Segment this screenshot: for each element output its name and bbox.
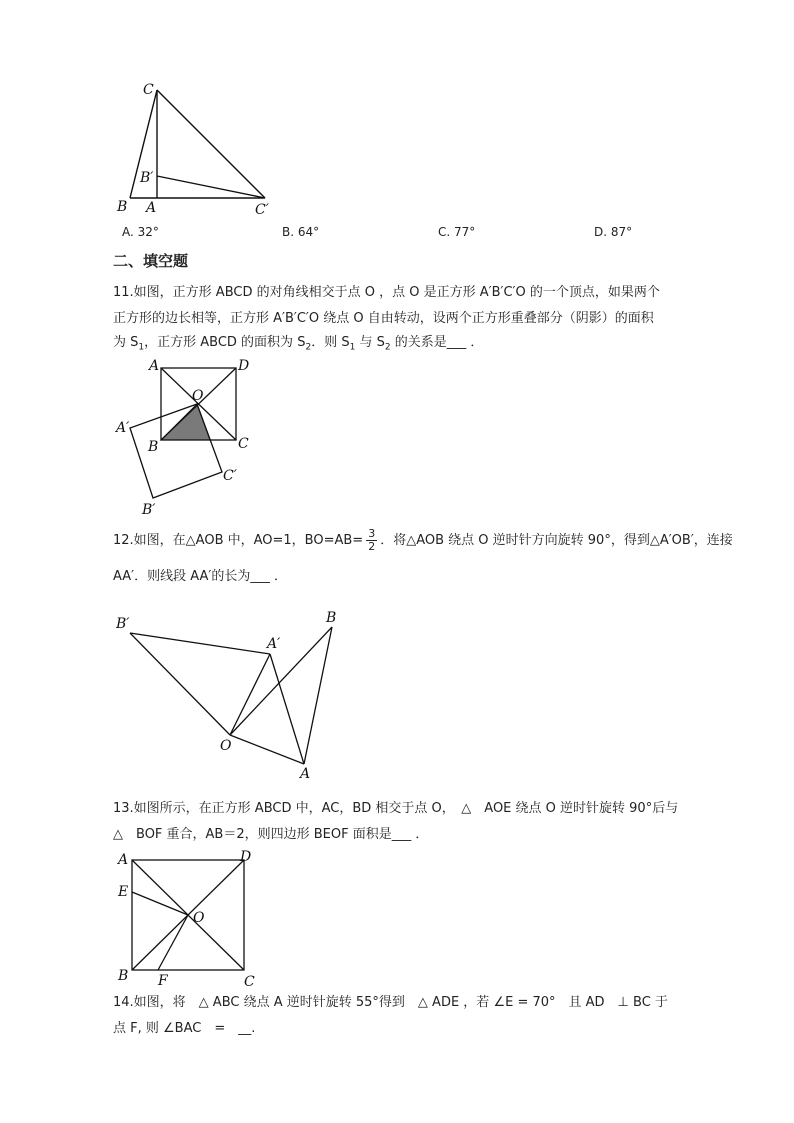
label-C-prime: C′ — [223, 468, 237, 484]
q13-line-1: 13.如图所示，在正方形 ABCD 中，AC，BD 相交于点 O， △ AOE 绕点 O 逆时针旋转 90°后与 — [113, 801, 679, 816]
q10-triangle-figure — [110, 78, 280, 218]
label-A: A — [118, 852, 129, 868]
q12-line-1: 12.如图，在△AOB 中，AO=1，BO=AB= $\frac{3}{2}$ ．将△AOB 绕点 O 逆时针方向旋转 90°，得到△A′OB′，连接 — [113, 527, 733, 553]
q13-line-2: △ BOF 重合，AB＝2，则四边形 BEOF 面积是___ ． — [113, 827, 429, 842]
label-B: B — [117, 199, 128, 215]
option-a: A. 32° — [122, 225, 159, 239]
label-A-prime: A′ — [267, 636, 281, 652]
label-C-prime: C′ — [255, 202, 269, 218]
label-C: C — [244, 974, 255, 990]
label-O: O — [193, 910, 205, 926]
label-D: D — [238, 358, 250, 374]
q12-line-2: AA′．则线段 AA′的长为___ ． — [113, 569, 287, 584]
label-E: E — [118, 884, 129, 900]
q11-line-1: 11.如图，正方形 ABCD 的对角线相交于点 O ，点 O 是正方形 A′B′C′O 的一个顶点，如果两个 — [113, 285, 660, 300]
label-O: O — [192, 388, 204, 404]
option-b: B. 64° — [282, 225, 320, 239]
q11-line-2: 正方形的边长相等，正方形 A′B′C′O 绕点 O 自由转动，设两个正方形重叠部分（阴影）的面积 — [113, 311, 654, 326]
label-A-prime: A′ — [116, 420, 130, 436]
option-d: D. 87° — [594, 225, 633, 239]
label-B: B — [118, 968, 129, 984]
q14-line-1: 14.如图，将 △ ABC 绕点 A 逆时针旋转 55°得到 △ ADE ，若 ∠E = 70° 且 AD ⊥ BC 于 — [113, 995, 668, 1010]
label-F: F — [158, 973, 168, 989]
section-title: 二、填空题 — [113, 252, 189, 270]
fraction-three-halves: $\frac{3}{2}$ — [368, 527, 376, 553]
label-A: A — [146, 200, 157, 216]
label-B-prime: B′ — [116, 616, 130, 632]
label-B-prime: B′ — [140, 170, 154, 186]
q14-line-2: 点 F, 则 ∠BAC = __. — [113, 1021, 256, 1036]
q13-square-figure — [110, 848, 260, 990]
label-B-prime: B′ — [142, 502, 156, 516]
option-c: C. 77° — [438, 225, 476, 239]
q12-rotation-figure — [110, 600, 350, 785]
label-C: C — [143, 82, 154, 98]
label-A: A — [149, 358, 160, 374]
label-B: B — [326, 610, 337, 626]
label-B: B — [148, 439, 159, 455]
label-A: A — [300, 766, 311, 782]
label-D: D — [240, 849, 252, 865]
q11-shaded-overlap — [161, 404, 210, 440]
q11-line-3: 为 $S_1$，正方形 ABCD 的面积为 $S_2$．则 $S_1$ 与 $S_2$ 的关系是___ ． — [113, 335, 484, 353]
q11-squares-figure — [110, 356, 270, 516]
label-O: O — [220, 738, 232, 754]
label-C: C — [238, 436, 249, 452]
